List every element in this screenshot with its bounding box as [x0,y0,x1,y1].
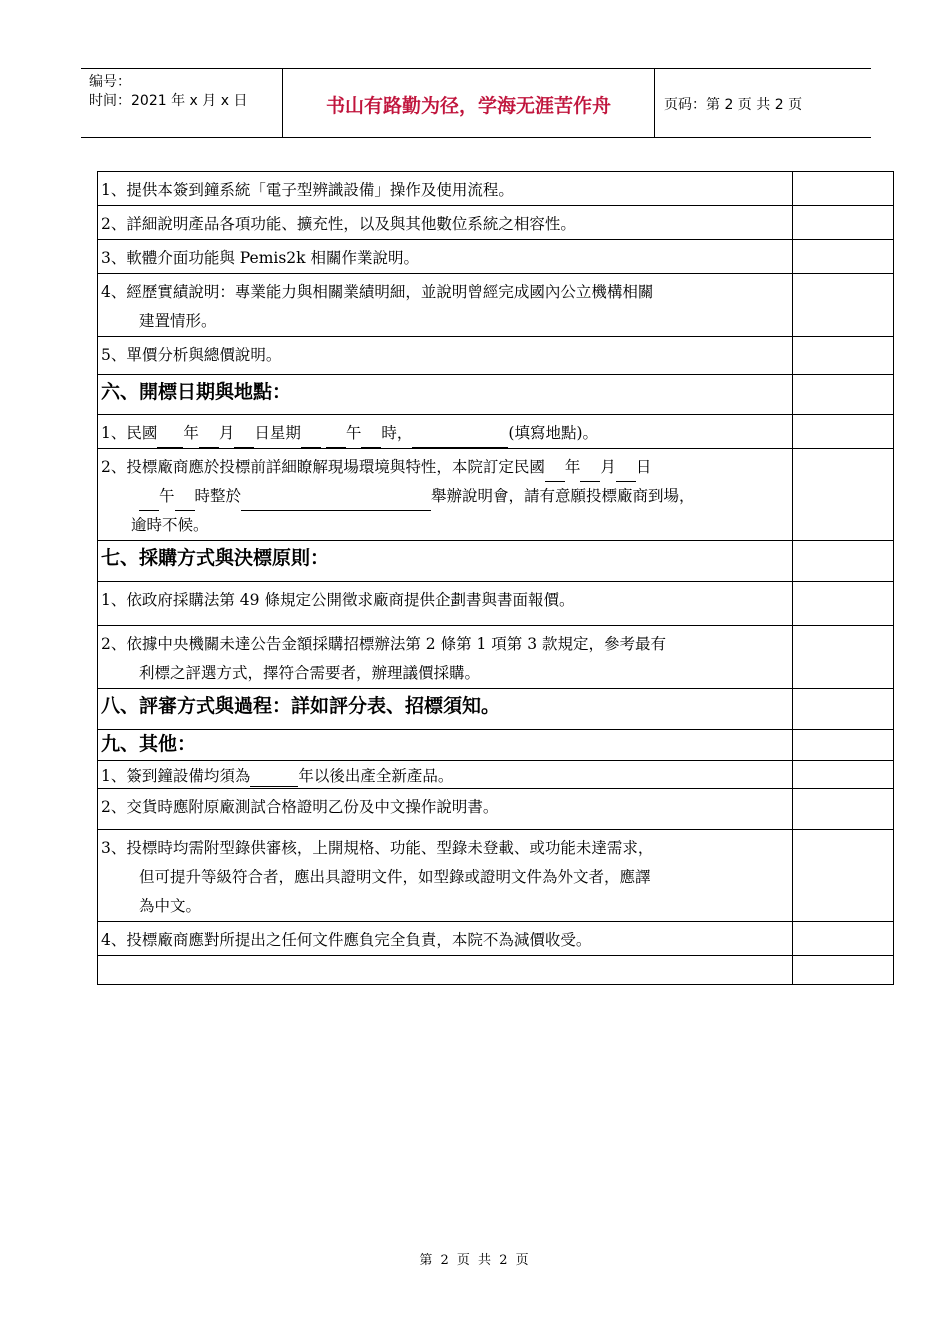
text-fragment: 1、民國 [101,424,158,442]
text-fragment: 舉辦說明會，請有意願投標廠商到場， [431,487,695,505]
section-heading: 六、開標日期與地點： [98,375,793,415]
section-row [98,541,894,582]
table-row [98,830,894,922]
text-fragment: 時， [381,424,413,442]
table-row [98,626,894,689]
row-text: 2、詳細說明產品各項功能、擴充性，以及與其他數位系統之相容性。 [98,206,793,240]
text-fragment: 日星期 [254,424,301,442]
table-row-empty [98,956,894,985]
row-blank-cell [793,582,894,626]
section-row [98,730,894,761]
fill-blank [199,429,219,448]
spec-table [97,171,894,985]
header-time: 时间：2021 年 x 月 x 日 [89,93,248,109]
text-fragment: 午 [345,424,362,442]
section-heading: 九、其他： [98,730,793,761]
row-blank-cell [793,375,894,415]
text-fragment: 時整於 [194,487,242,505]
row-line-indented: 逾時不候。 [131,516,209,534]
row-blank-cell [793,240,894,274]
row-line: 2、依據中央機關未達公告金額採購招標辦法第 2 條第 1 項第 3 款規定，參考最有 [101,635,667,653]
fill-blank [241,492,431,511]
row-blank-cell [793,626,894,689]
row-text [98,830,793,922]
header-divider [654,69,655,137]
row-text: 1、依政府採購法第 49 條規定公開徵求廠商提供企劃書與書面報價。 [98,582,793,626]
fill-blank [139,492,159,511]
row-text: 5、單價分析與總價說明。 [98,337,793,375]
row-text [98,626,793,689]
header-page-number: 页码：第 2 页 共 2 页 [664,97,803,113]
text-fragment: 年 [564,458,581,476]
text-fragment: 日 [635,458,652,476]
table-row [98,582,894,626]
row-blank-cell [793,274,894,337]
text-fragment: 年 [183,424,199,442]
row-blank-cell [793,830,894,922]
table-row [98,449,894,541]
fill-blank [157,429,183,448]
section-row [98,375,894,415]
row-text [98,415,793,449]
row-text [98,449,793,541]
row-blank-cell [793,541,894,582]
table-row [98,922,894,956]
fill-blank [175,492,195,511]
text-fragment: 年以後出產全新產品。 [298,767,454,785]
page-header [81,68,871,138]
section-heading: 八、評審方式與過程：詳如評分表、招標須知。 [98,689,793,730]
row-text: 1、提供本簽到鐘系統「電子型辨識設備」操作及使用流程。 [98,172,793,206]
fill-blank [545,463,565,482]
row-blank-cell [793,206,894,240]
text-fragment: 午 [159,487,175,505]
text-fragment: 月 [218,424,235,442]
table-row [98,415,894,449]
row-blank-cell [793,337,894,375]
fill-blank [580,463,600,482]
header-number: 编号： [89,74,131,90]
row-blank-cell [793,172,894,206]
section-heading: 七、採購方式與決標原則： [98,541,793,582]
row-blank-cell [793,730,894,761]
table-row [98,274,894,337]
row-text: 4、投標廠商應對所提出之任何文件應負完全負責，本院不為減價收受。 [98,922,793,956]
row-line-indented: 建置情形。 [139,312,217,330]
row-text [98,956,793,985]
fill-blank [412,429,508,448]
section-row [98,689,894,730]
header-meta [89,73,247,111]
row-text [98,761,793,789]
fill-blank [361,429,381,448]
row-line-indented: 但可提升等級符合者，應出具證明文件，如型錄或證明文件為外文者，應譯 [139,868,651,886]
table-row [98,789,894,830]
table-row [98,172,894,206]
fill-blank [234,429,254,448]
row-text: 3、軟體介面功能與 Pemis2k 相關作業說明。 [98,240,793,274]
row-blank-cell [793,415,894,449]
text-fragment: (填寫地點)。 [508,424,598,442]
header-motto: 书山有路勤为径，学海无涯苦作舟 [325,95,611,117]
table-row [98,761,894,789]
row-text [98,274,793,337]
row-blank-cell [793,922,894,956]
row-blank-cell [793,956,894,985]
row-blank-cell [793,761,894,789]
fill-blank [616,463,636,482]
row-line-indented: 利標之評選方式，擇符合需要者，辦理議價採購。 [139,664,481,682]
row-line-indented: 為中文。 [139,897,202,915]
row-blank-cell [793,449,894,541]
fill-blank [301,429,321,448]
row-text: 2、交貨時應附原廠測試合格證明乙份及中文操作說明書。 [98,789,793,830]
row-line: 3、投標時均需附型錄供審核，上開規格、功能、型錄未登載、或功能未達需求， [101,839,654,857]
text-fragment: 2、投標廠商應於投標前詳細瞭解現場環境與特性，本院訂定民國 [101,458,545,476]
row-blank-cell [793,789,894,830]
table-row [98,240,894,274]
row-blank-cell [793,689,894,730]
text-fragment: 月 [600,458,616,476]
fill-blank [250,768,298,787]
text-fragment: 1、簽到鐘設備均須為 [101,767,251,785]
table-row [98,206,894,240]
table-row [98,337,894,375]
row-line: 4、經歷實績說明：專業能力與相關業績明細，並說明曾經完成國內公立機構相關 [101,283,654,301]
page-footer: 第 2 页 共 2 页 [419,1253,531,1268]
fill-blank [326,429,346,448]
